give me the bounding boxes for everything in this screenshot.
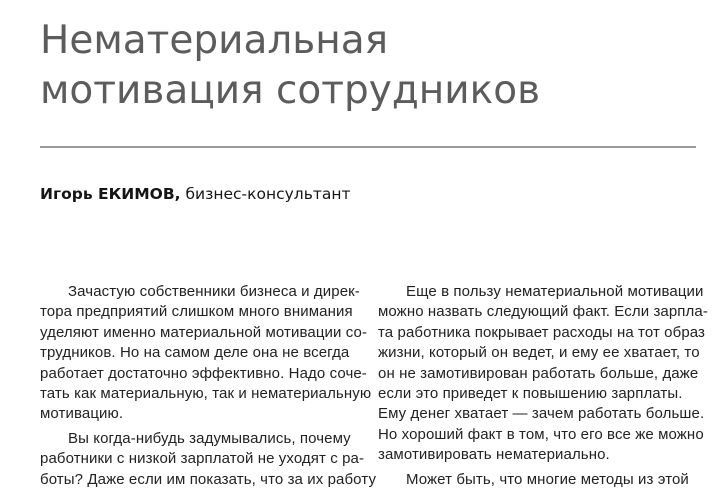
text-line: Вы когда-нибудь задумывались, почему [68,429,351,447]
text-line: если это приведет к повышению зарплаты. [378,384,683,402]
text-line: Еще в пользу нематериальной мотивации [406,283,704,300]
text-line: трудников. Но на самом деле она не всегда [40,344,350,362]
article-title [40,16,540,116]
text-line: Но хороший факт в том, что его все же можно [378,425,704,443]
left-column [40,282,377,490]
text-line: замотивировать нематериально. [378,446,610,464]
text-line: работает достаточно эффективно. Надо соче- [40,364,367,382]
text-line: жизни, который он ведет, и ему ее хватает, то [378,344,700,362]
text-line: уделяют именно материальной мотивации со- [40,323,368,341]
title-line-2: мотивация сотрудников [40,68,541,113]
right-column [378,282,708,490]
text-line: тора предприятий слишком много внимания [40,303,353,321]
text-line: боты? Даже если им показать, что за их работу [40,470,377,488]
text-line: Ему денег хватает — зачем работать больше. [378,405,705,423]
title-line-1: Нематериальная [40,18,389,63]
byline [40,184,351,204]
text-line: можно назвать следующий факт. Если зарпла- [378,303,708,321]
text-line: работники с низкой зарплатой не уходят с ра- [40,450,365,468]
text-line: он не замотивирован работать больше, даже [378,364,699,382]
title-divider [40,146,696,148]
text-line: та работника покрывает расходы на тот образ [378,323,706,341]
author-name: Игорь ЕКИМОВ, [40,185,181,203]
text-line: Зачастую собственники бизнеса и дирек- [68,283,360,300]
text-line: Может быть, что многие методы из этой [406,470,689,488]
text-line: мотивацию. [40,405,124,423]
author-role: бизнес-консультант [180,185,351,203]
text-line: тать как материальную, так и нематериальную [40,384,372,402]
